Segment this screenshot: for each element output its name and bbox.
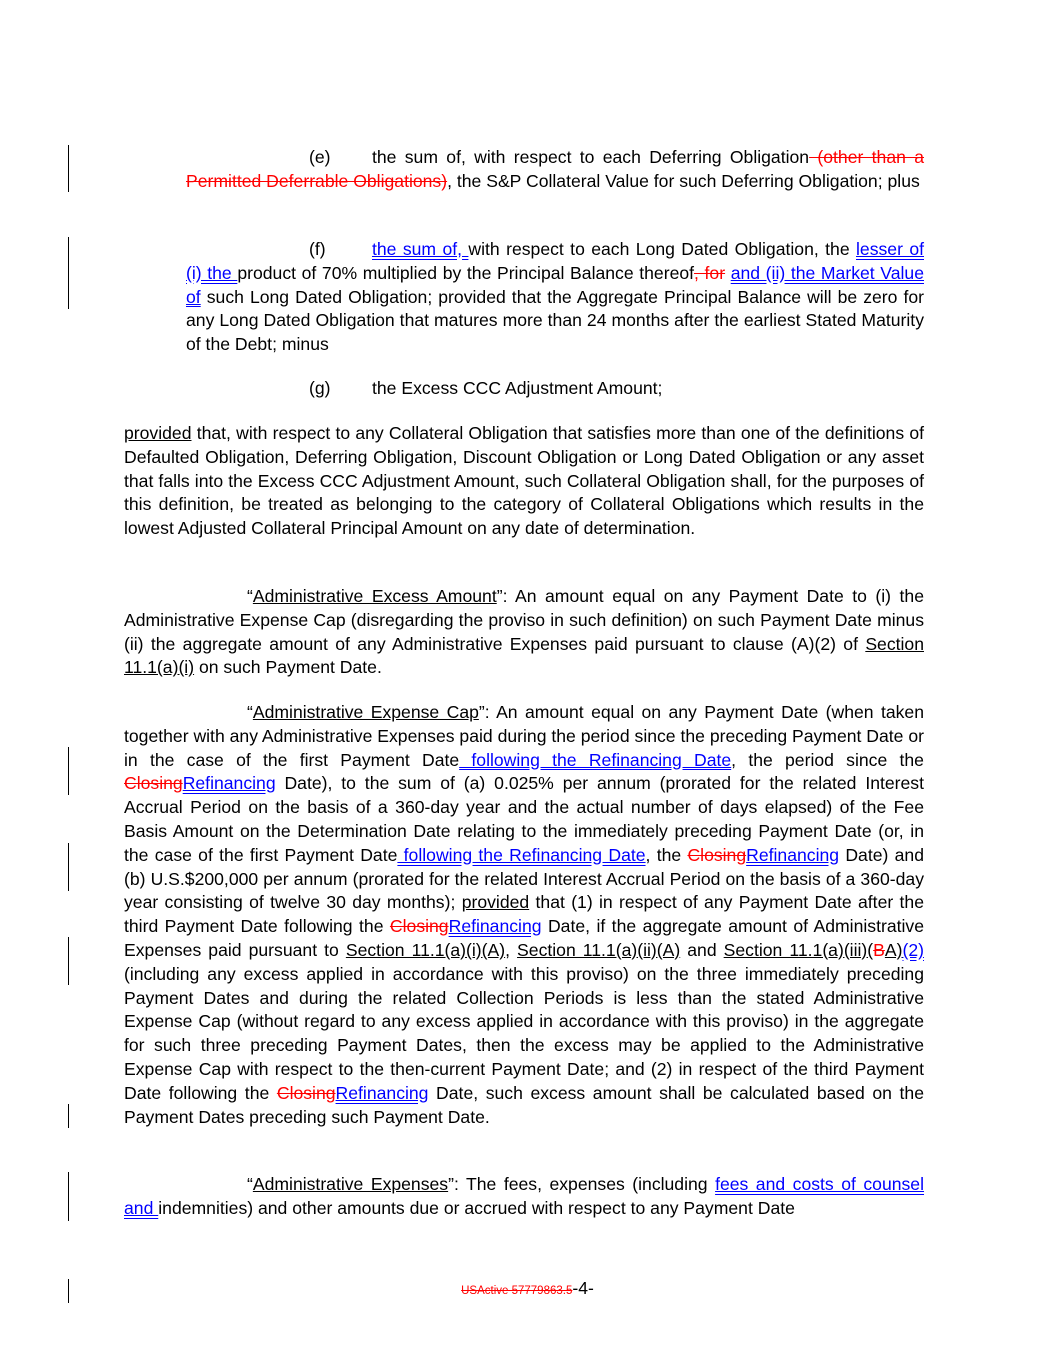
definition-text: Date, such excess amount shall be calculated based on the Payment Dates preceding such Payment Date.: [124, 1082, 924, 1127]
clause-number: (f): [309, 239, 326, 259]
quote-open: “: [247, 1174, 253, 1194]
inserted-text: the sum of,: [372, 239, 469, 259]
defined-term: Administrative Expenses: [252, 1174, 449, 1194]
section-reference: Section 11.1(a)(ii)(A): [517, 939, 681, 960]
change-bar: [68, 1172, 69, 1221]
change-bar: [68, 747, 69, 795]
page-footer: [0, 1278, 1055, 1299]
definition-text: and: [680, 939, 724, 960]
clause-g: [186, 377, 924, 401]
quote-close: ”:: [496, 586, 508, 606]
change-bar: [68, 937, 69, 985]
deleted-text: B: [873, 939, 885, 960]
quote-open: “: [247, 702, 253, 722]
proviso-lead: provided: [461, 892, 530, 913]
inserted-text: Refinancing: [335, 1082, 429, 1103]
definition-text: , the period since the: [731, 749, 924, 770]
definition-text: Date), to the sum of (a) 0.025% per annum (prorated for the related Interest Accrual Period on the basis of a 360-day year and the actual number of days elapsed) of the Fee Basis Amount on the Determination Date relating to the immediately preceding Payment Date (or, in the case of the first Payment Date: [124, 773, 924, 865]
inserted-text: (2): [902, 939, 924, 960]
clause-text: with respect to each Long Dated Obligation, the: [468, 239, 856, 259]
definition-text: Date) and (b) U.S.$200,000 per annum (prorated for the related Interest Accrual Period on the basis of a 360-day year consisting of twelve 30 day months);: [124, 844, 925, 913]
definition-text: An amount equal on any Payment Date (when taken together with any Administrative Expenses paid during the period since the preceding Payment Date or in the case of the first Payment Date: [124, 702, 924, 770]
clause-number: (e): [309, 147, 331, 167]
change-bar: [68, 237, 69, 309]
inserted-text: and (ii) the Market Value of: [186, 262, 924, 307]
section-reference: Section 11.1(a)(i): [124, 633, 924, 678]
proviso-text: that, with respect to any Collateral Obligation that satisfies more than one of the definitions of Defaulted Obligation, Deferring Obligation, Discount Obligation or Long Dated Obligation or any asset that falls into the Excess CCC Adjustment Amount, such Collateral Obligation shall, for the purposes of this definition, be treated as belonging to the category of Collateral Obligations which results in the lowest Adjusted Collateral Principal Amount on any date of determination.: [124, 423, 924, 539]
definition-text: , the: [645, 844, 688, 865]
inserted-text: Refinancing: [746, 844, 840, 865]
defined-term: Administrative Expense Cap: [252, 702, 479, 722]
definition-text: ,: [505, 939, 518, 960]
proviso-paragraph: [124, 422, 924, 541]
definition-administrative-expense-cap: [124, 701, 924, 1129]
clause-text: the sum of, with respect to each Deferring Obligation: [372, 147, 810, 167]
definition-administrative-excess-amount: [124, 585, 924, 680]
definition-text: indemnities) and other amounts due or accrued with respect to any Payment Date: [158, 1197, 795, 1218]
change-bar: [68, 1104, 69, 1128]
inserted-text: Refinancing: [448, 916, 542, 937]
clause-text: product of 70% multiplied by the Principal Balance thereof: [237, 262, 695, 283]
deleted-text: Closing: [389, 916, 449, 937]
inserted-text: fees and costs of counsel and: [124, 1174, 925, 1218]
inserted-text: following the Refinancing Date: [397, 844, 646, 865]
definition-text: (including any excess applied in accordance with this proviso) on the three immediately preceding Payment Dates and during the related Collection Periods is less than the stated Administrative Expense Cap (without regard to any excess applied in accordance with this proviso) in the aggregate for such three preceding Payment Dates, then the excess may be applied to the Administrative Expense Cap with respect to the then-current Payment Date; and (2) in respect of the third Payment Date following the: [124, 963, 924, 1103]
document-id: USActive 57779863.5: [461, 1285, 573, 1297]
deleted-text: (other than a Permitted Deferrable Obligations): [186, 147, 924, 191]
deleted-text: Closing: [276, 1082, 336, 1103]
definition-text: that (1) in respect of any Payment Date after the third Payment Date following the: [124, 892, 924, 937]
section-reference: A): [884, 939, 903, 960]
clause-f: [186, 238, 924, 357]
quote-open: “: [247, 586, 253, 606]
definition-text: The fees, expenses (including: [458, 1174, 716, 1194]
clause-number: (g): [309, 378, 331, 398]
quote-close: ”:: [448, 1174, 459, 1194]
clause-text: , the S&P Collateral Value for such Deferring Obligation; plus: [447, 170, 920, 191]
deleted-text: Closing: [687, 844, 747, 865]
page-number: -4-: [572, 1278, 594, 1298]
section-reference: Section 11.1(a)(i)(A): [345, 939, 506, 960]
proviso-lead: provided: [124, 423, 192, 443]
change-bar: [68, 145, 69, 192]
definition-text: An amount equal on any Payment Date to (i) the Administrative Expense Cap (disregarding the proviso in such definition) on such Payment Date minus (ii) the aggregate amount of any Administrative Expenses paid pursuant to clause (A)(2) of: [124, 586, 924, 654]
clause-e: [186, 146, 924, 194]
quote-close: ”:: [478, 702, 490, 722]
inserted-text: following the Refinancing Date: [459, 749, 732, 770]
inserted-text: lesser of (i) the: [186, 239, 924, 283]
section-reference: Section 11.1(a)(iii)(: [723, 939, 874, 960]
clause-text: the Excess CCC Adjustment Amount;: [372, 378, 663, 398]
definition-text: Date, if the aggregate amount of Administrative Expenses paid pursuant to: [124, 916, 924, 960]
clause-text: such Long Dated Obligation; provided that the Aggregate Principal Balance will be zero for any Long Dated Obligation that matures more than 24 months after the earliest Stated Maturity of the Debt; minus: [186, 286, 924, 355]
deleted-text: , for: [694, 262, 726, 283]
inserted-text: Refinancing: [182, 773, 276, 794]
definition-administrative-expenses: [124, 1173, 924, 1221]
defined-term: Administrative Excess Amount: [252, 586, 497, 606]
change-bar: [68, 843, 69, 891]
deleted-text: Closing: [124, 773, 183, 794]
definition-text: on such Payment Date.: [194, 657, 382, 678]
